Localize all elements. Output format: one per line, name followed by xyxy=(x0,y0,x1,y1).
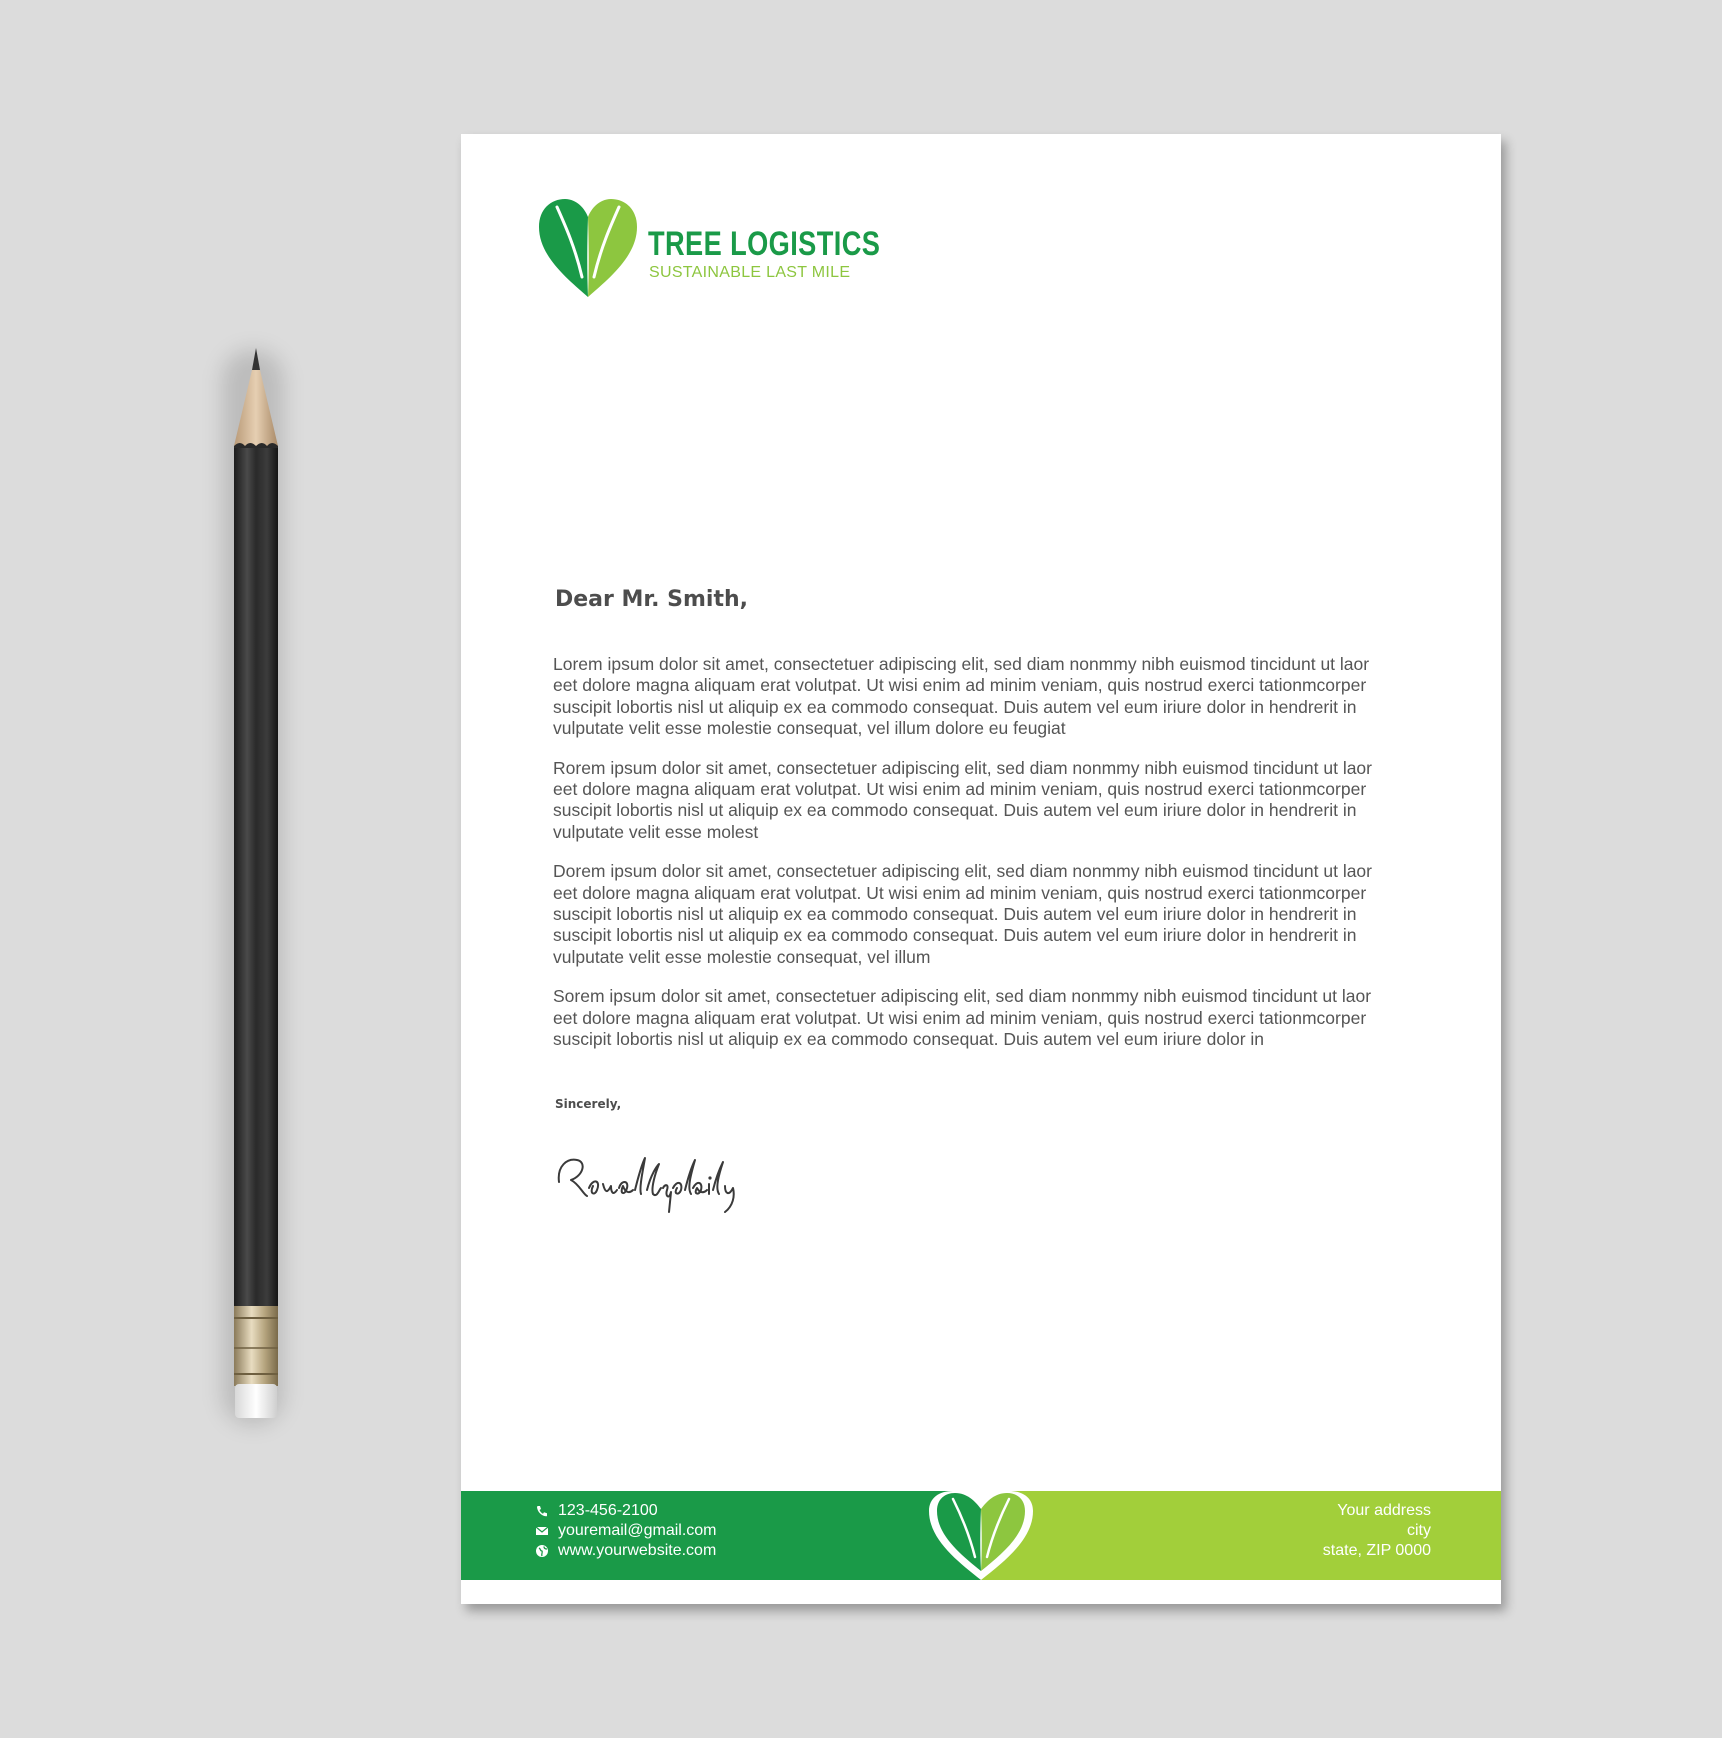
closing: Sincerely, xyxy=(555,1097,622,1111)
heart-leaf-icon xyxy=(535,197,641,299)
footer-band xyxy=(461,1491,1501,1580)
letter-body xyxy=(553,654,1413,1069)
address-block xyxy=(1323,1501,1431,1561)
globe-icon xyxy=(535,1544,549,1558)
body-paragraph: Rorem ipsum dolor sit amet, consectetuer adipiscing elit, sed diam nonmmy nibh euismod tincidunt ut laor eet dolore magna aliquam erat volutpat. Ut wisi enim ad minim veniam, quis nostrud exerci tationmcorper suscipit lobortis nisl ut aliquip ex ea commodo consequat. Duis autem vel eum iriure dolor in hendrerit in vulputate velit esse molest xyxy=(553,757,1372,842)
brand-tagline: SUSTAINABLE LAST MILE xyxy=(649,264,851,281)
phone-icon xyxy=(535,1504,549,1518)
contact-email xyxy=(535,1521,717,1541)
salutation: Dear Mr. Smith, xyxy=(555,587,749,612)
email-address: youremail@gmail.com xyxy=(558,1522,717,1539)
brand-name: TREE LOGISTICS xyxy=(648,225,881,263)
contact-phone xyxy=(535,1501,717,1521)
pencil-icon xyxy=(230,348,282,1420)
address-line: city xyxy=(1407,1522,1431,1539)
letterhead-page xyxy=(461,134,1501,1604)
address-line: Your address xyxy=(1337,1502,1431,1519)
contact-website xyxy=(535,1541,717,1561)
contact-list xyxy=(535,1501,717,1561)
address-line: state, ZIP 0000 xyxy=(1322,1542,1431,1559)
heart-leaf-outline-icon xyxy=(923,1491,1039,1583)
email-icon xyxy=(535,1524,549,1538)
phone-number: 123-456-2100 xyxy=(558,1502,658,1519)
website-url: www.yourwebsite.com xyxy=(558,1542,717,1559)
body-paragraph: Dorem ipsum dolor sit amet, consectetuer adipiscing elit, sed diam nonmmy nibh euismod tincidunt ut laor eet dolore magna aliquam erat volutpat. Ut wisi enim ad minim veniam, quis nostrud exerci tationmcorper suscipit lobortis nisl ut aliquip ex ea commodo consequat. Duis autem vel eum iriure dolor in hendrerit in suscipit lobortis nisl ut aliquip ex ea commodo consequat. Duis autem vel eum iriure dolor in hendrerit in vulputate velit esse molestie consequat, vel illum xyxy=(553,861,1372,967)
body-paragraph: Sorem ipsum dolor sit amet, consectetuer adipiscing elit, sed diam nonmmy nibh euismod tincidunt ut laor eet dolore magna aliquam erat volutpat. Ut wisi enim ad minim veniam, quis nostrud exerci tationmcorper suscipit lobortis nisl ut aliquip ex ea commodo consequat. Duis autem vel eum iriure dolor in xyxy=(553,986,1372,1050)
company-logo xyxy=(535,197,905,307)
signature xyxy=(553,1144,753,1214)
body-paragraph: Lorem ipsum dolor sit amet, consectetuer adipiscing elit, sed diam nonmmy nibh euismod tincidunt ut laor eet dolore magna aliquam erat volutpat. Ut wisi enim ad minim veniam, quis nostrud exerci tationmcorper suscipit lobortis nisl ut aliquip ex ea commodo consequat. Duis autem vel eum iriure dolor in hendrerit in vulputate velit esse molestie consequat, vel illum dolore eu feugiat xyxy=(553,654,1370,739)
